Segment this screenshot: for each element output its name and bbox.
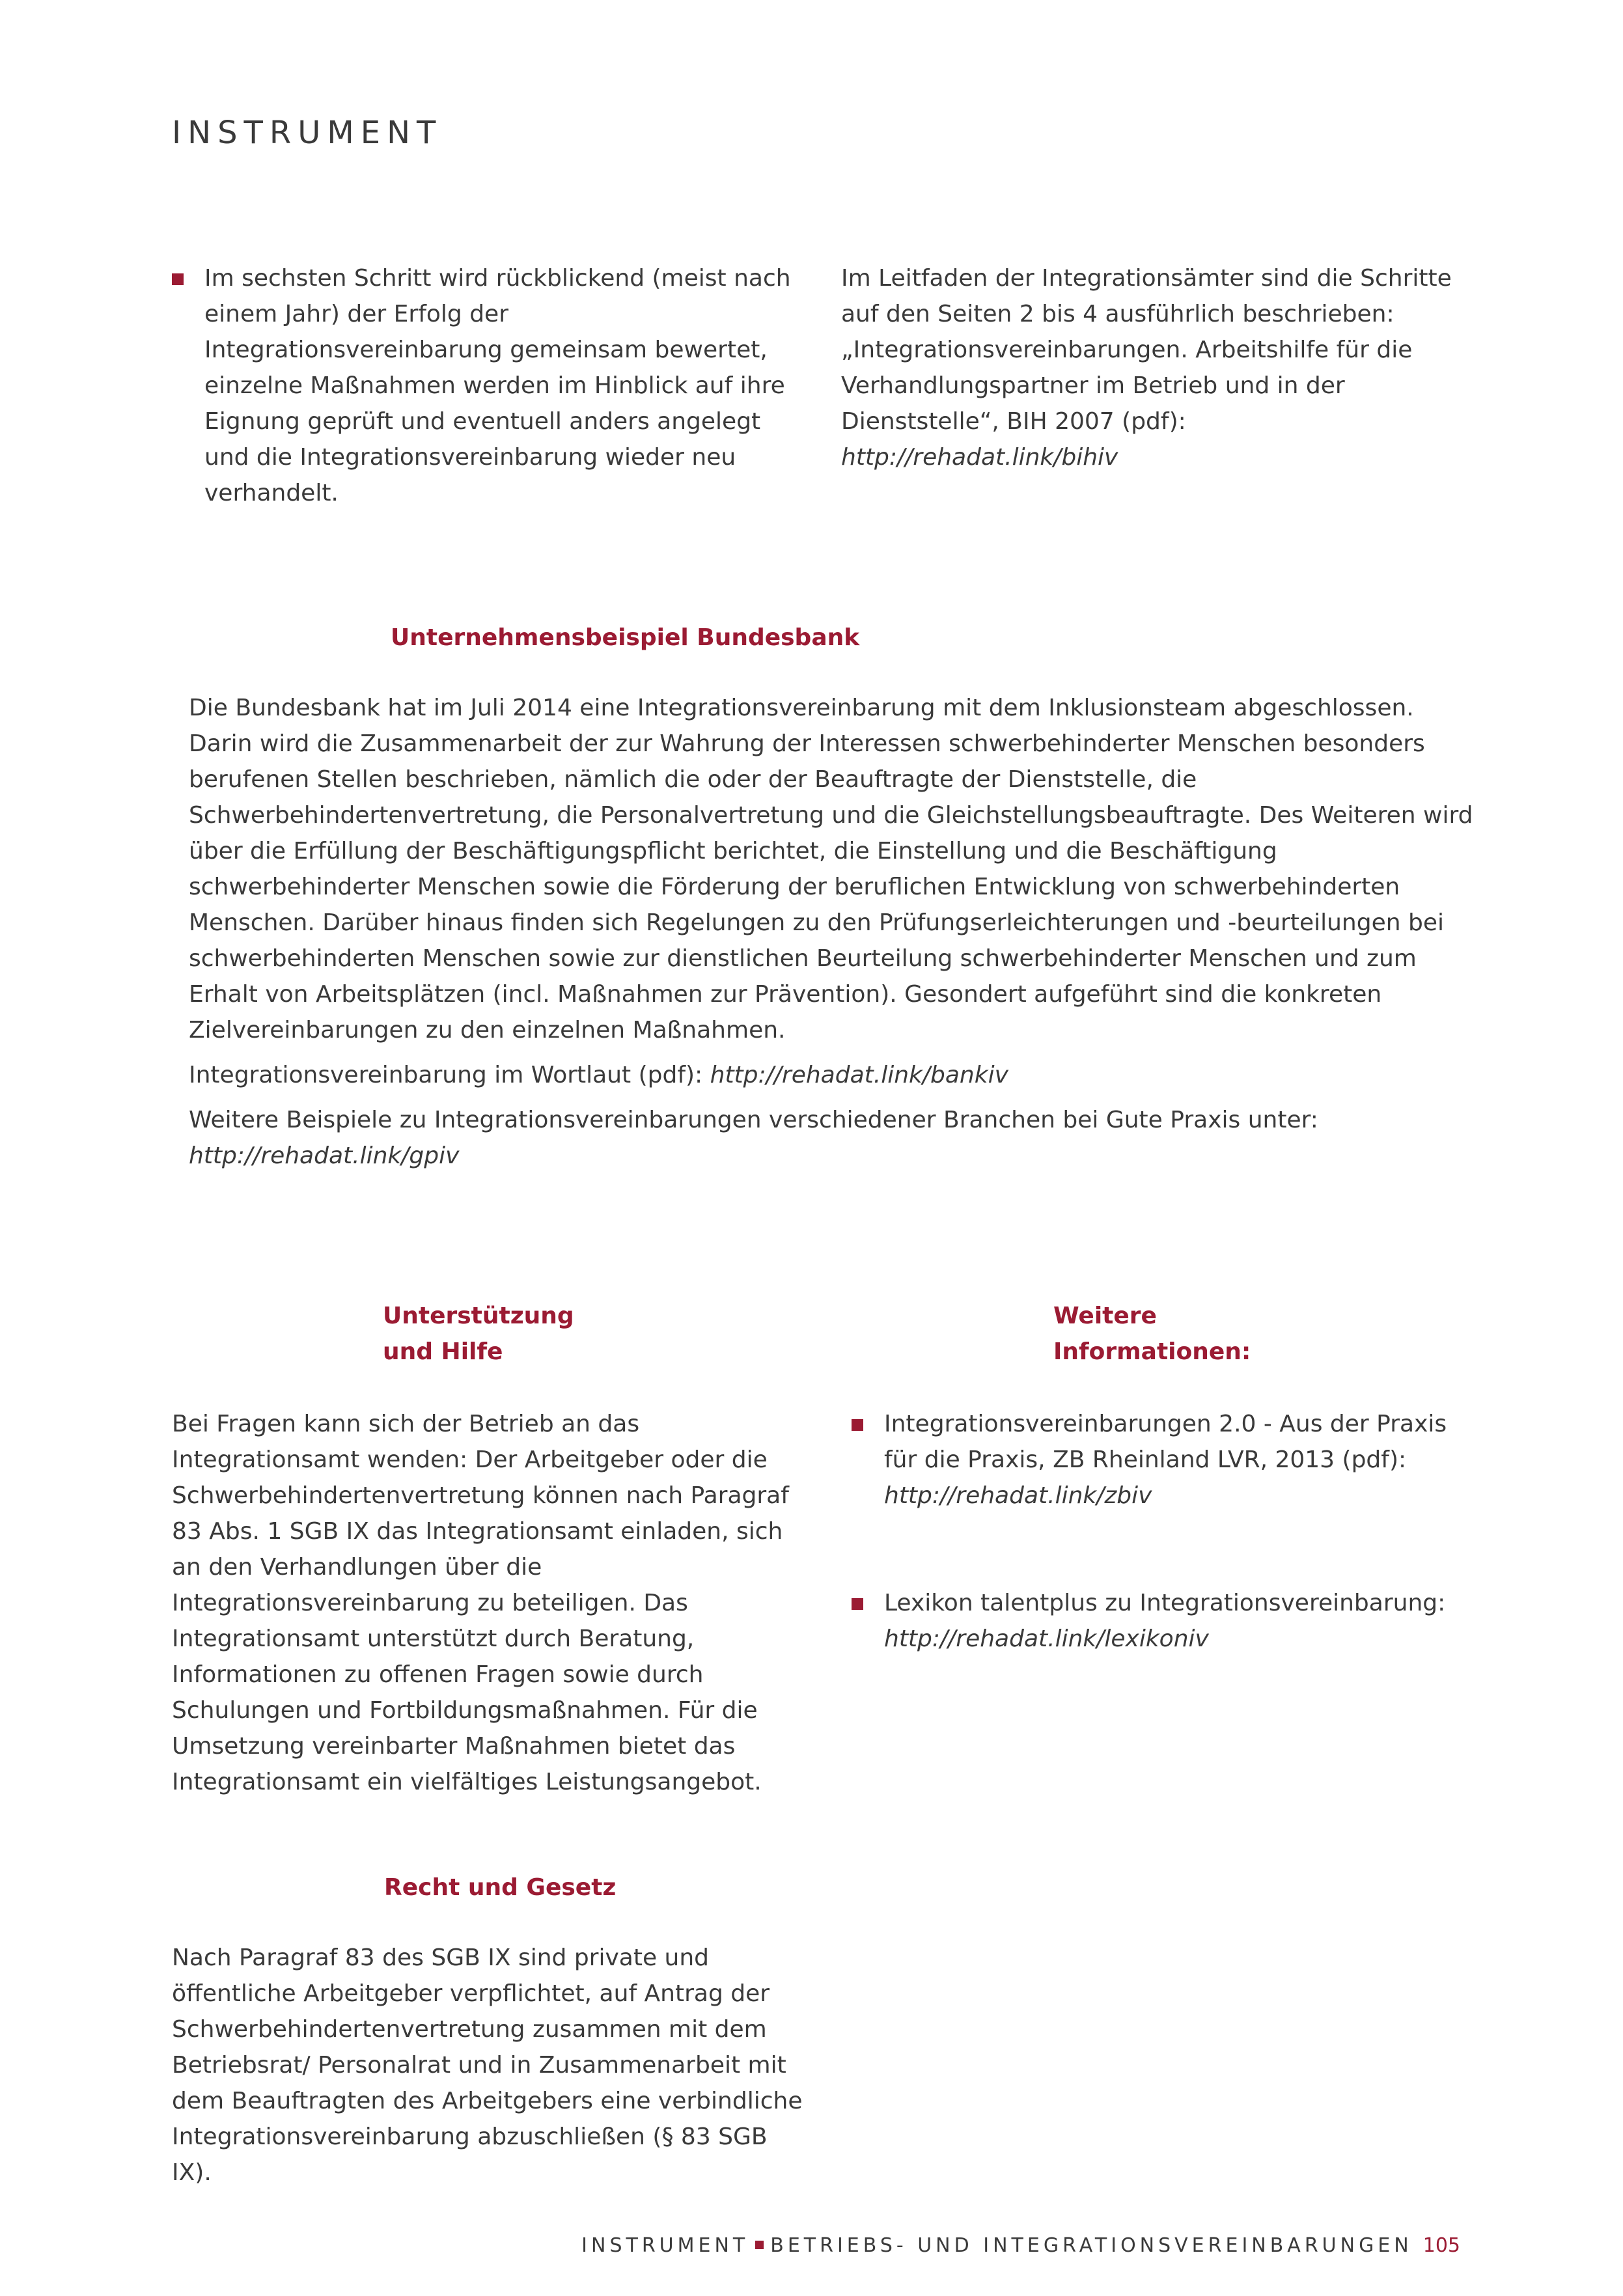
bullet-text: Im sechsten Schritt wird rückblickend (meist nach einem Jahr) der Erfolg der Integrationsvereinbarung gemeinsam bewertet, einzelne Maßnahmen werden im Hinblick auf ihre Eignung geprüft und eventuell anders angelegt und die Integrationsvereinbarung wieder neu verhandelt. bbox=[204, 265, 791, 506]
bullet-square-icon bbox=[172, 273, 184, 285]
leitfaden-paragraph bbox=[841, 260, 1466, 475]
more-info-item-paragraph bbox=[884, 1406, 1477, 1514]
support-heading bbox=[383, 1298, 574, 1370]
law-section bbox=[172, 1940, 803, 2191]
more-info-heading bbox=[1053, 1298, 1251, 1370]
footer-right-label: BETRIEBS- UND INTEGRATIONSVEREINBARUNGEN bbox=[770, 2234, 1413, 2257]
weitere-text: Weitere Beispiele zu Integrationsvereinbarungen verschiedener Branchen bei Gute Praxis unter: bbox=[189, 1107, 1318, 1133]
top-right-column bbox=[841, 260, 1466, 475]
wortlaut-text: Integrationsvereinbarung im Wortlaut (pdf): bbox=[189, 1062, 710, 1088]
more-info-item bbox=[852, 1585, 1477, 1657]
bullet-square-icon bbox=[852, 1598, 863, 1610]
page-number: 105 bbox=[1422, 2234, 1460, 2257]
example-paragraph: Die Bundesbank hat im Juli 2014 eine Integrationsvereinbarung mit dem Inklusionsteam abgeschlossen. Darin wird die Zusammenarbeit der zur Wahrung der Interessen schwerbehinderter Menschen besonders berufenen Stellen beschrieben, nämlich die oder der Beauftragte der Dienststelle, die Schwerbehindertenvertretung, die Personalvertretung und die Gleichstellungsbeauftragte. Des Weiteren wird über die Erfüllung der Beschäftigungspflicht berichtet, die Einstellung und die Beschäftigung schwerbehinderter Menschen sowie die Förderung der beruflichen Entwicklung von schwerbehinderten Menschen. Darüber hinaus finden sich Regelungen zu den Prüfungserleichterungen und -beurteilungen bei schwerbehinderten Menschen sowie zur dienstlichen Beurteilung schwerbehinderter Menschen und zum Erhalt von Arbeitsplätzen (incl. Maßnahmen zur Prävention). Gesondert aufgeführt sind die konkreten Zielvereinbarungen zu den einzelnen Maßnahmen. bbox=[189, 695, 1473, 1044]
bullet-square-icon bbox=[852, 1419, 863, 1431]
wortlaut-link[interactable]: http://rehadat.link/bankiv bbox=[710, 1062, 1008, 1088]
footer-left-label: INSTRUMENT bbox=[581, 2234, 749, 2257]
support-heading-line1: Unterstützung bbox=[383, 1303, 574, 1329]
more-info-item-paragraph bbox=[884, 1585, 1477, 1657]
bullet-item bbox=[172, 260, 797, 511]
page-footer bbox=[581, 2234, 1460, 2257]
wortlaut-paragraph bbox=[189, 1057, 1478, 1093]
law-heading: Recht und Gesetz bbox=[384, 1874, 617, 1901]
footer-square-icon bbox=[755, 2241, 764, 2249]
support-text: Bei Fragen kann sich der Betrieb an das Integrationsamt wenden: Der Arbeitgeber oder die Schwerbehindertenvertretung können nach Paragraf 83 Abs. 1 SGB IX das Integrationsamt einladen, sich an den Verhandlungen über die Integrationsvereinbarung zu beteiligen. Das Integrationsamt unterstützt durch Beratung, Informationen zu offenen Fragen sowie durch Schulungen und Fortbildungsmaßnahmen. Für die Umsetzung vereinbarter Maßnahmen bietet das Integrationsamt ein vielfältiges Leistungsangebot. bbox=[172, 1411, 789, 1795]
leitfaden-text: Im Leitfaden der Integrationsämter sind die Schritte auf den Seiten 2 bis 4 ausführlich beschrieben: „Integrationsvereinbarungen. Arbeitshilfe für die Verhandlungspartner im Betrieb und in der Dienststelle“, BIH 2007 (pdf): bbox=[841, 265, 1452, 435]
more-info-item-link[interactable]: http://rehadat.link/zbiv bbox=[884, 1482, 1152, 1509]
top-left-column bbox=[172, 260, 797, 511]
more-info-section bbox=[852, 1406, 1477, 1657]
leitfaden-link[interactable]: http://rehadat.link/bihiv bbox=[841, 444, 1118, 471]
more-info-item-link[interactable]: http://rehadat.link/lexikoniv bbox=[884, 1625, 1209, 1652]
more-info-heading-line2: Informationen: bbox=[1053, 1338, 1251, 1365]
section-label: INSTRUMENT bbox=[172, 115, 443, 151]
more-info-item-text: Integrationsvereinbarungen 2.0 - Aus der Praxis für die Praxis, ZB Rheinland LVR, 2013 (pdf): bbox=[884, 1411, 1447, 1473]
weitere-link[interactable]: http://rehadat.link/gpiv bbox=[189, 1142, 460, 1169]
more-info-item-text: Lexikon talentplus zu Integrationsvereinbarung: bbox=[884, 1590, 1446, 1616]
weitere-paragraph bbox=[189, 1102, 1478, 1174]
support-section bbox=[172, 1406, 803, 1800]
more-info-item bbox=[852, 1406, 1477, 1514]
more-info-heading-line1: Weitere bbox=[1053, 1303, 1157, 1329]
support-heading-line2: und Hilfe bbox=[383, 1338, 503, 1365]
example-section bbox=[189, 690, 1478, 1174]
law-text: Nach Paragraf 83 des SGB IX sind private und öffentliche Arbeitgeber verpflichtet, auf Antrag der Schwerbehindertenvertretung zusammen mit dem Betriebsrat/ Personalrat und in Zusammenarbeit mit dem Beauftragten des Arbeitgebers eine verbindliche Integrationsvereinbarung abzuschließen (§ 83 SGB IX). bbox=[172, 1944, 803, 2186]
example-heading: Unternehmensbeispiel Bundesbank bbox=[391, 624, 860, 651]
